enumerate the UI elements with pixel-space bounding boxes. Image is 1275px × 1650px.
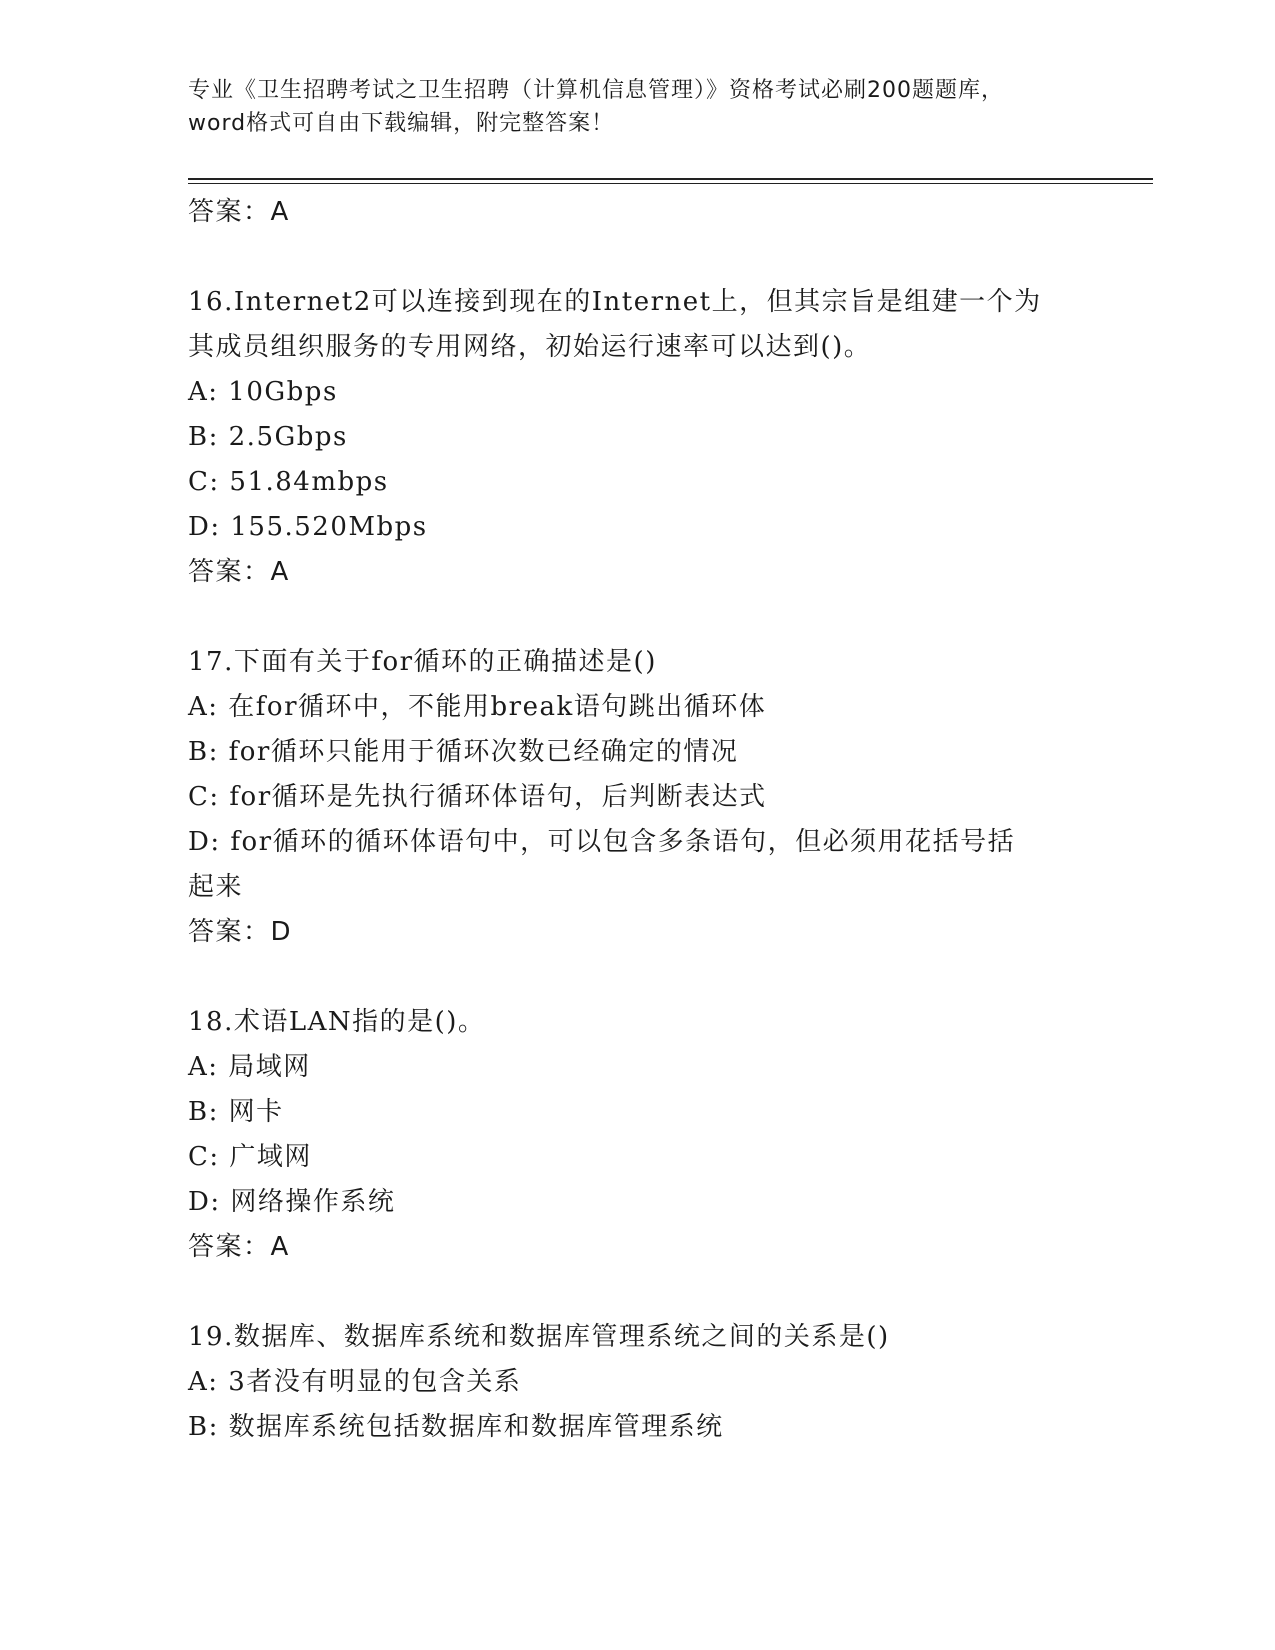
- question-17: [188, 640, 1088, 955]
- option-c: C: 51.84mbps: [188, 467, 389, 497]
- option-a: A: 3者没有明显的包含关系: [188, 1367, 522, 1397]
- option-a: A: 在for循环中，不能用break语句跳出循环体: [188, 692, 767, 722]
- option-d: D: 155.520Mbps: [188, 512, 428, 542]
- option-a: A: 局域网: [188, 1052, 311, 1082]
- option-d: D: 网络操作系统: [188, 1187, 396, 1217]
- question-stem: 18.术语LAN指的是()。: [188, 1007, 486, 1037]
- question-stem: 19.数据库、数据库系统和数据库管理系统之间的关系是(): [188, 1322, 890, 1352]
- answer: 答案：A: [188, 557, 290, 587]
- option-a: A: 10Gbps: [188, 377, 338, 407]
- option-c: C: 广域网: [188, 1142, 312, 1172]
- option-c: C: for循环是先执行循环体语句，后判断表达式: [188, 782, 767, 812]
- question-stem: 17.下面有关于for循环的正确描述是(): [188, 647, 657, 677]
- option-b: B: 网卡: [188, 1097, 284, 1127]
- option-d-cont: 起来: [188, 872, 244, 902]
- header-divider-thick: [188, 178, 1153, 180]
- document-header: [188, 74, 1088, 140]
- question-19: [188, 1315, 1088, 1450]
- question-stem-cont: 其成员组织服务的专用网络，初始运行速率可以达到()。: [188, 332, 872, 362]
- question-18: [188, 1000, 1088, 1270]
- header-line-1: 专业《卫生招聘考试之卫生招聘（计算机信息管理）》资格考试必刷200题题库，: [188, 78, 1004, 103]
- question-stem: 16.Internet2可以连接到现在的Internet上，但其宗旨是组建一个为: [188, 287, 1042, 317]
- answer: 答案：A: [188, 1232, 290, 1262]
- question-list: [188, 190, 1088, 1450]
- option-b: B: 2.5Gbps: [188, 422, 348, 452]
- question-16: [188, 280, 1088, 595]
- answer-q15: 答案：A: [188, 197, 290, 227]
- option-b: B: 数据库系统包括数据库和数据库管理系统: [188, 1412, 724, 1442]
- header-line-2: word格式可自由下载编辑，附完整答案！: [188, 111, 615, 136]
- option-d: D: for循环的循环体语句中，可以包含多条语句，但必须用花括号括: [188, 827, 1016, 857]
- option-b: B: for循环只能用于循环次数已经确定的情况: [188, 737, 739, 767]
- header-divider-thin: [188, 183, 1153, 184]
- answer: 答案：D: [188, 917, 293, 947]
